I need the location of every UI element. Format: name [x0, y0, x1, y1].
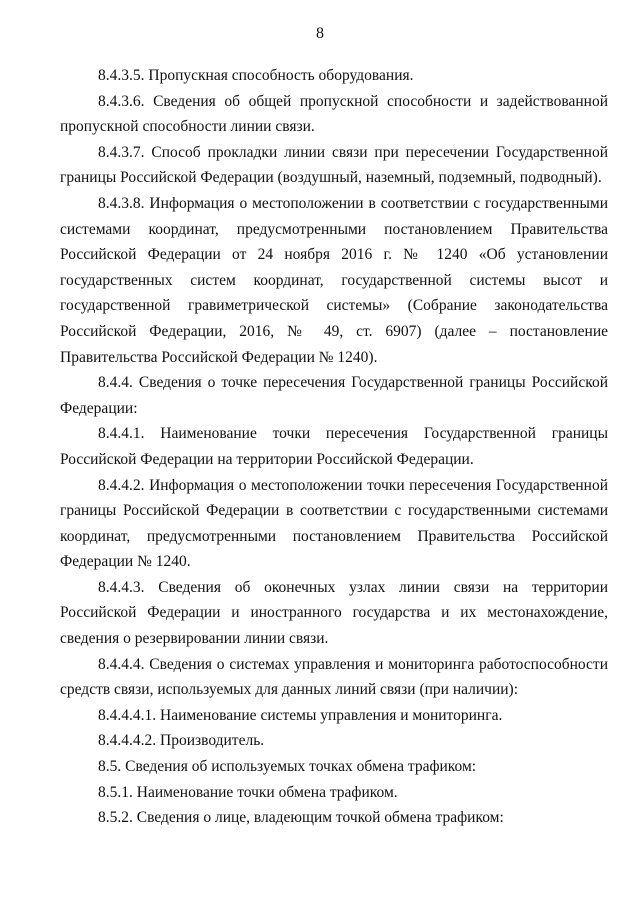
paragraph-8-4-3-8: 8.4.3.8. Информация о местоположении в соответствии с государственными системами координат, предусмотренными постановлением Правительства Российской Федерации от 24 ноября 2016 г. № 1240 «Об установлении государственных систем координат, государственной системы высот и государственной гравиметрической системы» (Собрание законодательства Российской Федерации, 2016, № 49, ст. 6907) (далее – постановление Правительства Российской Федерации № 1240). — [60, 194, 608, 366]
paragraph-8-4-4-4: 8.4.4.4. Сведения о системах управления и мониторинга работоспособности средств связи, используемых для данных линий связи (при наличии): — [60, 655, 608, 699]
paragraph-8-4-4-4-1: 8.4.4.4.1. Наименование системы управления и мониторинга. — [98, 706, 503, 724]
paragraph-8-4-4-2: 8.4.4.2. Информация о местоположении точки пересечения Государственной границы Российской Федерации в соответствии с государственными системами координат, предусмотренными постановлением Правительства Российской Федерации № 1240. — [60, 476, 608, 571]
paragraph-8-5-1: 8.5.1. Наименование точки обмена трафиком. — [98, 783, 398, 801]
document-body — [60, 63, 608, 831]
paragraph-8-4-4: 8.4.4. Сведения о точке пересечения Государственной границы Российской Федерации: — [60, 374, 608, 417]
paragraph-8-5: 8.5. Сведения об используемых точках обмена трафиком: — [98, 758, 477, 776]
paragraph-8-5-2: 8.5.2. Сведения о лице, владеющим точкой обмена трафиком: — [98, 809, 504, 827]
paragraph-8-4-3-7: 8.4.3.7. Способ прокладки линии связи при пересечении Государственной границы Российской Федерации (воздушный, наземный, подземный, подводный). — [60, 143, 608, 187]
paragraph-8-4-4-3: 8.4.4.3. Сведения об оконечных узлах линии связи на территории Российской Федерации и иностранного государства и их местонахождение, сведения о резервировании линии связи. — [60, 578, 608, 648]
paragraph-8-4-3-6: 8.4.3.6. Сведения об общей пропускной способности и задействованной пропускной способности линии связи. — [60, 92, 608, 136]
paragraph-8-4-4-1: 8.4.4.1. Наименование точки пересечения Государственной границы Российской Федерации на территории Российской Федерации. — [60, 425, 608, 468]
paragraph-8-4-4-4-2: 8.4.4.4.2. Производитель. — [98, 732, 265, 750]
paragraph-8-4-3-5: 8.4.3.5. Пропускная способность оборудования. — [98, 67, 414, 84]
page-number: 8 — [316, 25, 324, 42]
